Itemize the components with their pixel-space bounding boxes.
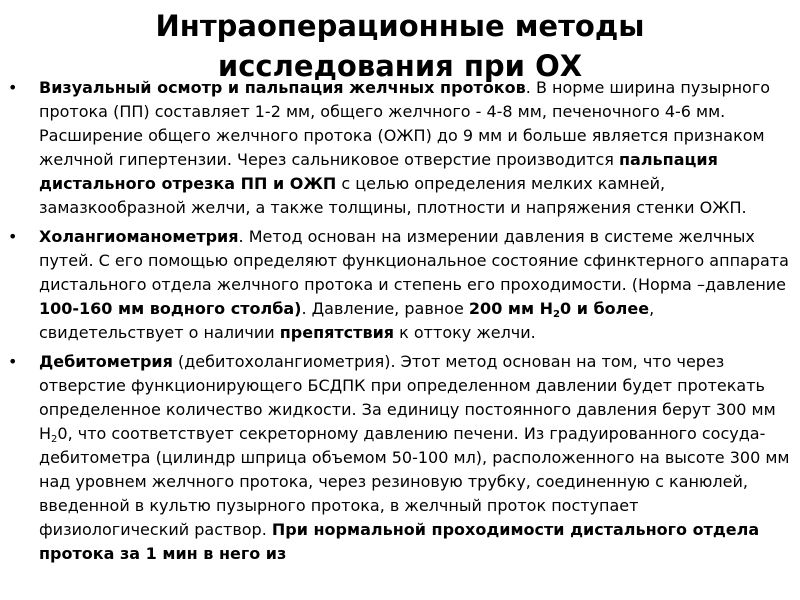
bullet-marker: • bbox=[8, 78, 18, 97]
slide-title bbox=[0, 6, 800, 86]
bold-text-segment: При нормальной проходимости дистального отдела протока за 1 мин в него из bbox=[39, 520, 760, 563]
slide-title-line-2: исследования при ОХ bbox=[217, 49, 583, 83]
text-segment: (дебитохолангиометрия). Этот метод основан на том, что через отверстие функционирующего БСДПК при определенном давлении будет протекать определенное количество жидкости. За единицу постоянного давления берут 300 мм Н bbox=[39, 352, 776, 443]
bold-text-segment: пальпация дистального отрезка ПП и ОЖП bbox=[39, 150, 718, 193]
bold-text-segment: 200 мм Н bbox=[468, 299, 554, 318]
bullet-item bbox=[8, 76, 791, 220]
bullet-list bbox=[8, 76, 791, 571]
text-segment: к оттоку желчи. bbox=[394, 323, 536, 342]
bold-text-segment: Дебитометрия bbox=[39, 352, 173, 371]
text-segment: . Давление, равное bbox=[301, 299, 469, 318]
bold-text-segment: 0 и более bbox=[559, 299, 650, 318]
text-segment: 0, что соответствует секреторному давлению печени. Из градуированного сосуда-дебитометра (цилиндр шприца объемом 50-100 мл), расположенного на высоте 300 мм над уровнем желчного протока, через резиновую трубку, соединенную с канюлей, введенной в культю пузырного протока, в желчный проток поступает физиологический раствор. bbox=[39, 424, 790, 539]
text-segment: . В норме ширина пузырного протока (ПП) составляет 1-2 мм, общего желчного - 4-8 мм, печеночного 4-6 мм. Расширение общего желчного протока (ОЖП) до 9 мм и больше является признаком желчной гипертензии. Через сальниковое отверстие производится bbox=[39, 78, 771, 169]
bold-text-segment: Визуальный осмотр и пальпация желчных протоков bbox=[39, 78, 526, 97]
text-segment: 2 bbox=[51, 434, 58, 445]
bullet-marker: • bbox=[8, 352, 18, 371]
bold-text-segment: препятствия bbox=[279, 323, 395, 342]
bold-text-segment: 2 bbox=[553, 309, 560, 320]
bullet-item bbox=[8, 350, 791, 566]
bullet-item bbox=[8, 225, 791, 345]
bold-text-segment: 100-160 мм водного столба) bbox=[39, 299, 302, 318]
text-segment: , свидетельствует о наличии bbox=[39, 299, 655, 342]
bullet-marker: • bbox=[8, 227, 18, 246]
text-segment: с целью определения мелких камней, замазкообразной желчи, а также толщины, плотности и напряжения стенки ОЖП. bbox=[39, 174, 747, 217]
bold-text-segment: Холангиоманометрия bbox=[39, 227, 239, 246]
slide-title-line-1: Интраоперационные методы bbox=[155, 9, 645, 43]
text-segment: . Метод основан на измерении давления в системе желчных путей. С его помощью определяют функциональное состояние сфинктерного аппарата дистального отдела желчного протока и степень его проходимости. (Норма –давление bbox=[39, 227, 789, 294]
